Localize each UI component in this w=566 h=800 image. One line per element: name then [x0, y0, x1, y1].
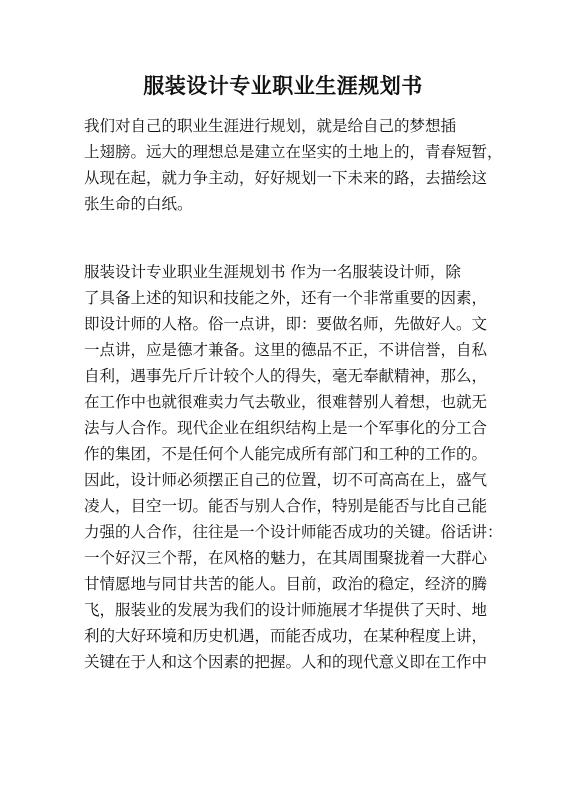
text-line: 从现在起，就力争主动，好好规划一下未来的路，去描绘这	[84, 169, 488, 187]
text-line: 利的大好环境和历史机遇，而能否成功，在某种程度上讲，	[84, 627, 488, 645]
text-line: 上翅膀。远大的理想总是建立在坚实的土地上的，青春短暂，	[84, 143, 503, 161]
text-line: 我们对自己的职业生涯进行规划，就是给自己的梦想插	[84, 117, 457, 135]
text-line: 甘情愿地与同甘共苦的能人。目前，政治的稳定，经济的腾	[84, 575, 488, 593]
text-line: 一点讲，应是德才兼备。这里的德品不正，不讲信誉，自私	[84, 341, 488, 359]
text-line: 关键在于人和这个因素的把握。人和的现代意义即在工作中	[84, 653, 488, 671]
text-line: 了具备上述的知识和技能之外，还有一个非常重要的因素，	[84, 289, 488, 307]
text-line: 凌人，目空一切。能否与别人合作，特别是能否与比自己能	[84, 497, 488, 515]
text-line: 即设计师的人格。俗一点讲，即：要做名师，先做好人。文	[84, 315, 488, 333]
text-line: 张生命的白纸。	[84, 195, 193, 213]
text-line: 在工作中也就很难卖力气去敬业，很难替别人着想，也就无	[84, 393, 488, 411]
text-line: 飞，服装业的发展为我们的设计师施展才华提供了天时、地	[84, 601, 488, 619]
text-line: 作的集团，不是任何个人能完成所有部门和工种的工作的。	[84, 445, 488, 463]
text-line: 法与人合作。现代企业在组织结构上是一个军事化的分工合	[84, 419, 488, 437]
text-line: 一个好汉三个帮，在风格的魅力，在其周围聚拢着一大群心	[84, 549, 488, 567]
text-line: 自利，遇事先斤斤计较个人的得失，毫无奉献精神，那么，	[84, 367, 488, 385]
text-line: 服装设计专业职业生涯规划书 作为一名服装设计师，除	[84, 263, 461, 281]
document-title: 服装设计专业职业生涯规划书	[143, 73, 423, 98]
text-line: 力强的人合作，往往是一个设计师能否成功的关键。俗话讲：	[84, 523, 503, 541]
text-line: 因此，设计师必须摆正自己的位置，切不可高高在上，盛气	[84, 471, 488, 489]
